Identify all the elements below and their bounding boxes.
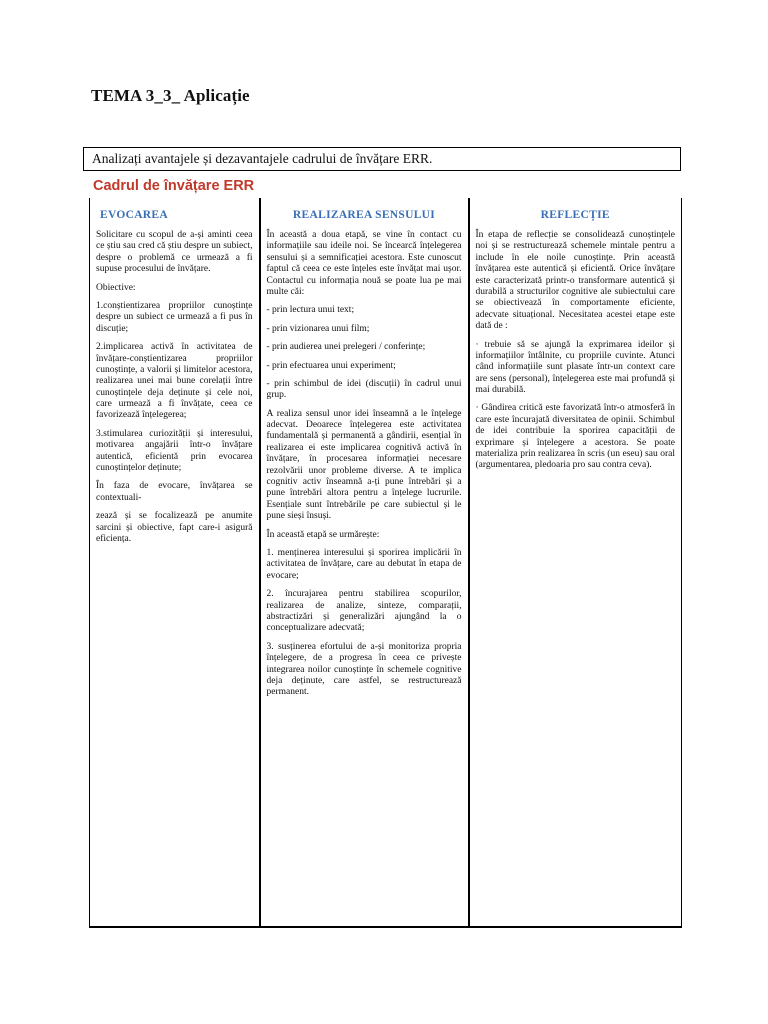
paragraph: 1. menținerea interesului și sporirea implicării în activitatea de învățare, care au debutat în etapa de evocare; bbox=[266, 547, 462, 581]
paragraph: 2.implicarea activă în activitatea de învățare-conștientizarea propriilor cunoștințe, a valorii și limitelor acestora, realizarea unei mai bune corelații între cunoștințele deja deținute și cele noi, care urmează a fi învățate, ceea ce favorizează înțelegerea; bbox=[96, 342, 253, 421]
err-table bbox=[89, 198, 682, 928]
paragraph: - prin audierea unei prelegeri / conferințe; bbox=[266, 342, 426, 353]
paragraph: Obiective: bbox=[96, 282, 136, 293]
paragraph: În această etapă se urmărește: bbox=[266, 529, 380, 540]
paragraph: A realiza sensul unor idei înseamnă a le înțelege adecvat. Deoarece înțelegerea este activitatea fundamentală și permanentă a gândirii, esențial în realizarea ei este implicarea cognitivă activă în învățare, în procesarea informației necesare rezolvării unor probleme diverse. A te implica cognitiv activ înseamnă a-ți pune întrebări și a pune întrebări altora pentru a înțelege lucrurile. Esențiale sunt întrebările pe care subiectul și le pune sieși însuși. bbox=[266, 408, 462, 522]
column-reflectie bbox=[469, 198, 682, 927]
paragraph: · trebuie să se ajungă la exprimarea ideilor și informațiilor întâlnite, cu propriile cuvinte. Atunci când informațiile sunt plasate într-un context care are sens (personal), înțelegerea este mai profundă și mai durabilă. bbox=[475, 339, 675, 396]
paragraph: - prin schimbul de idei (discuții) în cadrul unui grup. bbox=[266, 378, 462, 401]
paragraph: 1.conștientizarea propriilor cunoștințe despre un subiect ce urmează a fi pus în discuție; bbox=[96, 300, 253, 334]
paragraph: În această a doua etapă, se vine în contact cu informațiile sau ideile noi. Se încearcă înțelegerea sensului și a semnificației acestora. Este cunoscut faptul că ceea ce este înțeles este învățat mai ușor. Contactul cu informația nouă se poate lua pe mai multe căi: bbox=[266, 230, 462, 297]
paragraph: În faza de evocare, învățarea se contextuali- bbox=[96, 481, 253, 503]
column-heading-realizarea-sensului: REALIZAREA SENSULUI bbox=[292, 209, 436, 221]
column-realizarea-sensului bbox=[260, 198, 469, 927]
paragraph: 2. încurajarea pentru stabilirea scopurilor, realizarea de analize, sinteze, comparații, abstractizări și generalizări ajungând la o conceptualizare adecvată; bbox=[266, 589, 462, 634]
column-evocarea bbox=[90, 198, 260, 927]
err-table-row bbox=[90, 198, 682, 927]
paragraph: În etapa de reflecție se consolidează cunoștințele noi și se restructurează schemele mintale pentru a include în ele noile cunoștințe. Prin această învățarea este autentică și eficientă. Orice învățare este caracterizată printr-o transformare autentică și durabilă a structurilor cognitive ale subiectului care se obiectivează în comportamente eficiente, adecvate situațional. Necesitatea acestei etape este dată de : bbox=[475, 230, 675, 332]
paragraph: · Gândirea critică este favorizată într-o atmosferă în care este încurajată diversitatea de opinii. Schimbul de idei contribuie la sporirea capacității de exprimare și înțelegere a acestora. Se poate materializa prin realizarea în scris (un eseu) sau oral (argumentarea, pledoaria pro sau contra ceva). bbox=[475, 403, 675, 471]
paragraph: zează și se focalizează pe anumite sarcini și obiective, fapt care-i asigură eficiența. bbox=[96, 511, 253, 544]
paragraph: Solicitare cu scopul de a-și aminti ceea ce știu sau cred că știu despre un subiect, despre o problemă ce urmează a fi supuse procesului de învățare. bbox=[96, 230, 253, 275]
paragraph: 3. susținerea efortului de a-și monitoriza propria înțelegere, de a progresa în ceea ce privește integrarea noilor cunoștințe în schemele cognitive deja deținute, care astfel, se restructurează permanent. bbox=[266, 641, 462, 698]
column-heading-reflectie: REFLECȚIE bbox=[540, 209, 610, 221]
paragraph: - prin efectuarea unui experiment; bbox=[266, 360, 396, 371]
paragraph: - prin lectura unui text; bbox=[266, 305, 355, 316]
section-subtitle: Cadrul de învățare ERR bbox=[93, 178, 255, 194]
paragraph: - prin vizionarea unui film; bbox=[266, 323, 370, 334]
paragraph: 3.stimularea curiozității și interesului, motivarea angajării într-o învățare autentică, eficientă prin evocarea cunoștințelor deținute; bbox=[96, 428, 253, 474]
page-title: TEMA 3_3_ Aplicație bbox=[91, 86, 250, 105]
task-box: Analizați avantajele și dezavantajele cadrului de învățare ERR. bbox=[83, 147, 681, 171]
column-heading-evocarea: EVOCAREA bbox=[100, 209, 168, 221]
